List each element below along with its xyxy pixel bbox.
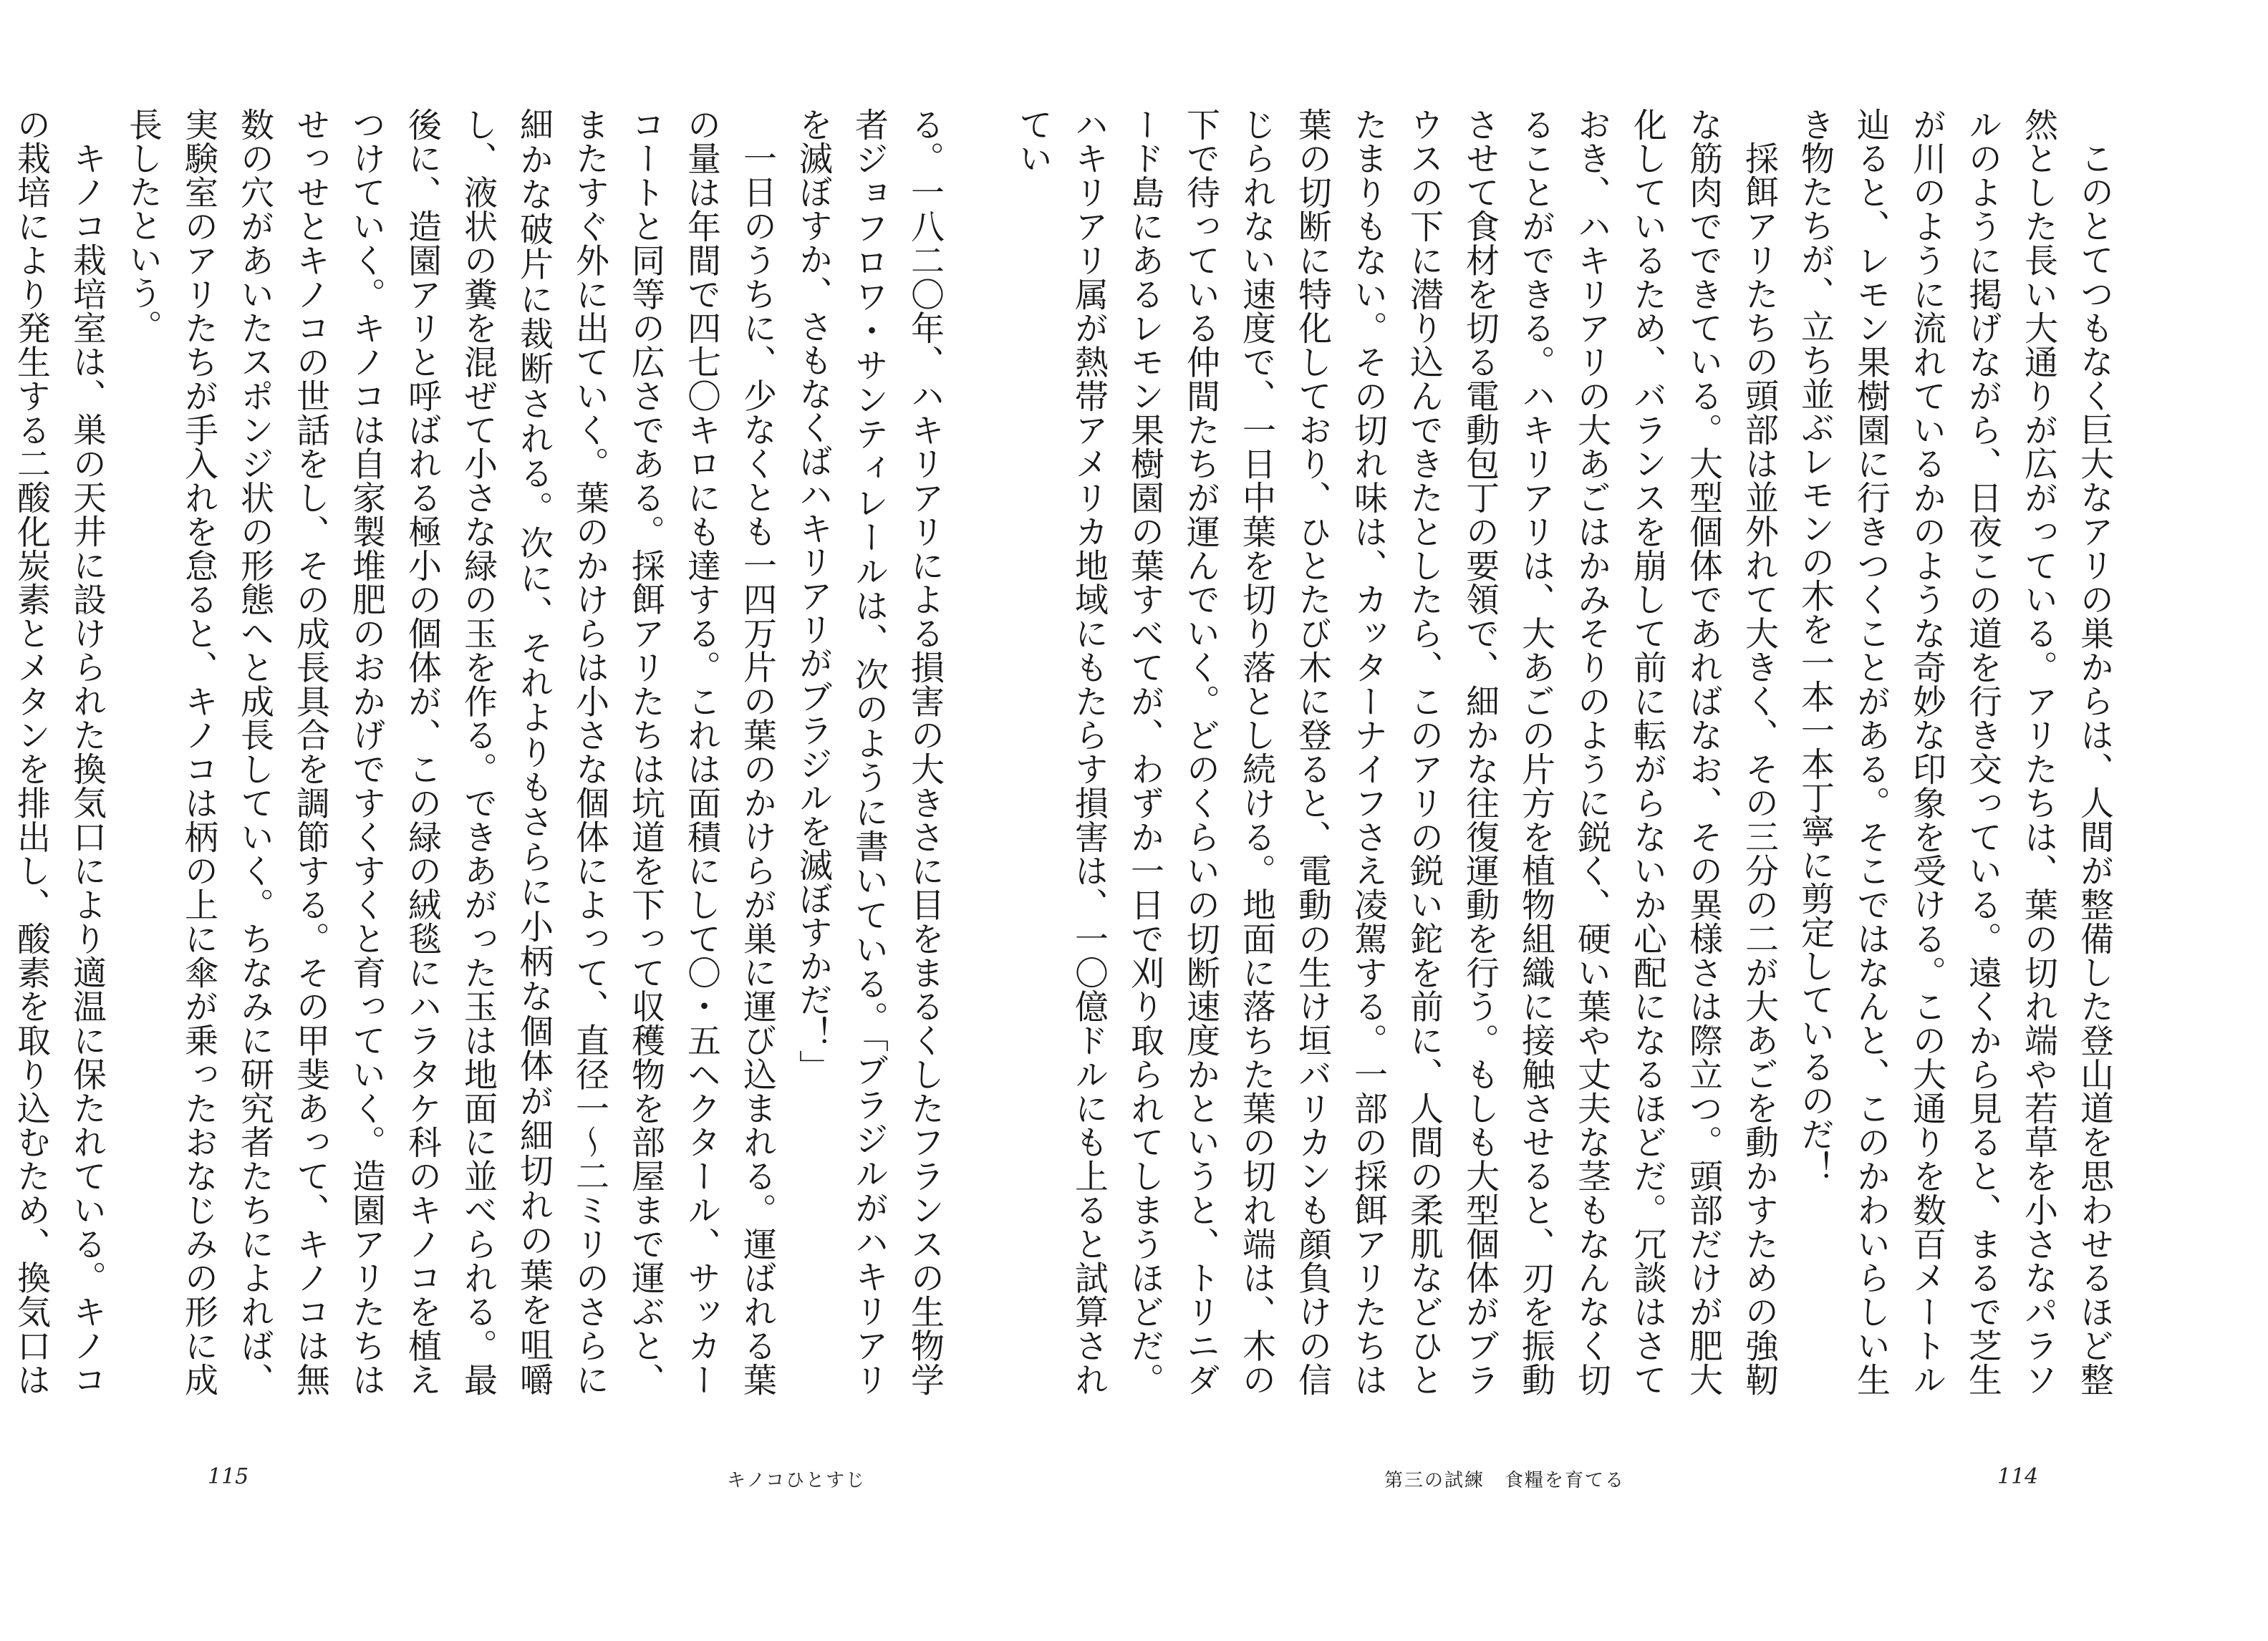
paragraph: る。一八二〇年、ハキリアリによる損害の大きさに目をまるくしたフランスの生物学者ジョフロワ・サンティレールは、次のように書いている。「ブラジルがハキリアリを滅ぼすか、さもなくばハキリアリがブラジルを滅ぼすかだ！」: [793, 107, 945, 1396]
running-head: 第三の試練 食糧を育てる: [1384, 1470, 1626, 1491]
paragraph: 一日のうちに、少なくとも一四万片の葉のかけらが巣に運び込まれる。運ばれる葉の量は年間で四七〇キロにも達する。これは面積にして〇・五ヘクタール、サッカーコートと同等の広さである。採餌アリたちは坑道を下って収穫物を部屋まで運ぶと、またすぐ外に出ていく。葉のかけらは小さな個体によって、直径一～二ミリのさらに細かな破片に裁断される。次に、それよりもさらに小柄な個体が細切れの葉を咀嚼し、液状の糞を混ぜて小さな緑の玉を作る。できあがった玉は地面に並べられる。最後に、造園アリと呼ばれる極小の個体が、この緑の絨毯にハラタケ科のキノコを植えつけていく。キノコは自家製堆肥のおかげですくすくと育っていく。造園アリたちはせっせとキノコの世話をし、その成長具合を調節する。その甲斐あって、キノコは無数の穴があいたスポンジ状の形態へと成長していく。ちなみに研究者たちによれば、実験室のアリたちが手入れを怠ると、キノコは柄の上に傘が乗ったおなじみの形に成長したという。: [123, 107, 777, 1397]
paragraph: このとてつもなく巨大なアリの巣からは、人間が整備した登山道を思わせるほど整然とした長い大通りが広がっている。アリたちは、葉の切れ端や若草を小さなパラソルのように掲げながら、日夜この道を行き交っている。遠くから見ると、まるで芝生が川のように流れているかのような奇妙な印象を受ける。この大通りを数百メートル辿ると、レモン果樹園に行きつくことがある。そこではなんと、このかわいらしい生き物たちが、立ち並ぶレモンの木を一本一本丁寧に剪定しているのだ！: [1795, 107, 2114, 1397]
paragraph: キノコ栽培室は、巣の天井に設けられた換気口により適温に保たれている。キノコの栽培により発生する二酸化炭素とメタンを排出し、酸素を取り込むため、換気口は: [11, 107, 107, 1397]
page-114-body: [1013, 107, 2122, 1397]
page-number: 114: [1997, 1464, 2039, 1489]
running-head: キノコひとすじ: [727, 1470, 867, 1491]
page-114: [1013, 0, 2267, 1641]
page-115-body: [11, 107, 952, 1397]
page-number: 115: [208, 1464, 249, 1489]
paragraph: 採餌アリたちの頭部は並外れて大きく、その三分の二が大あごを動かすための強靭な筋肉でできている。大型個体であればなお、その異様さは際立つ。頭部だけが肥大化しているため、バランスを崩して前に転がらないか心配になるほどだ。冗談はさておき、ハキリアリの大あごはかみそりのように鋭く、硬い葉や丈夫な茎もなんなく切ることができる。ハキリアリは、大あごの片方を植物組織に接触させると、刃を振動させて食材を切る電動包丁の要領で、細かな往復運動を行う。もしも大型個体がブラウスの下に潜り込んできたとしたら、このアリの鋭い鉈を前に、人間の柔肌などひとたまりもない。その切れ味は、カッターナイフさえ凌駕する。一部の採餌アリたちは葉の切断に特化しており、ひとたび木に登ると、電動の生け垣バリカンも顔負けの信じられない速度で、一日中葉を切り落とし続ける。地面に落ちた葉の切れ端は、木の下で待っている仲間たちが運んでいく。どのくらいの切断速度かというと、トリニダード島にあるレモン果樹園の葉すべてが、わずか一日で刈り取られてしまうほどだ。ハキリアリ属が熱帯アメリカ地域にもたらす損害は、一〇億ドルにも上ると試算されてい: [1013, 107, 1779, 1397]
